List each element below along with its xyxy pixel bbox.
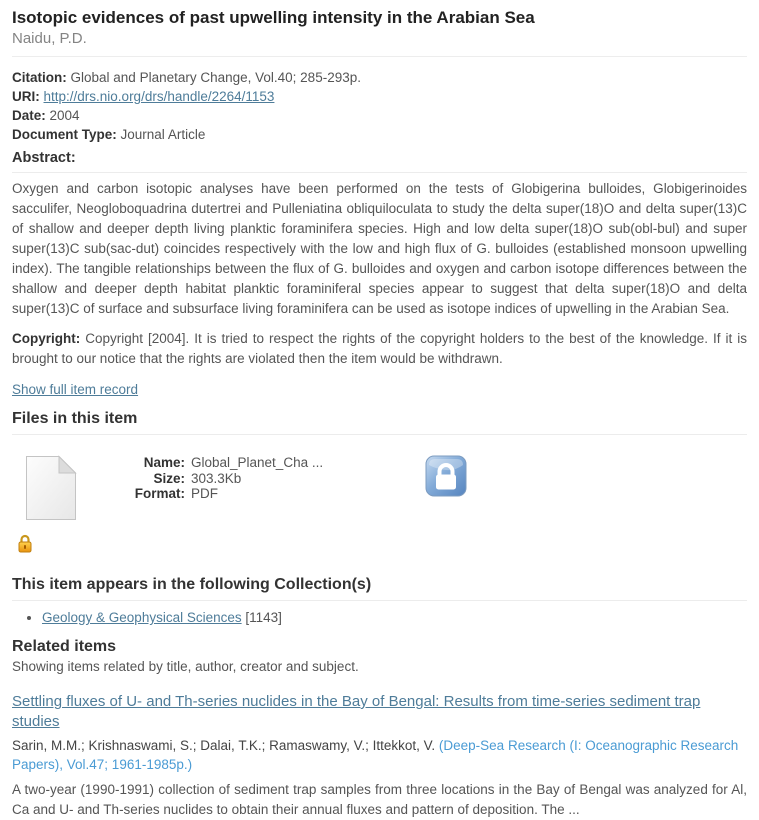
item-author: Naidu, P.D. (12, 30, 747, 57)
file-size-value: 303.3Kb (191, 470, 242, 486)
show-full-record-row (12, 381, 747, 399)
doctype-value: Journal Article (120, 127, 206, 142)
doctype-row (12, 126, 747, 144)
uri-label: URI: (12, 89, 40, 104)
file-format-label: Format: (134, 486, 185, 501)
citation-label: Citation: (12, 70, 67, 85)
citation-value: Global and Planetary Change, Vol.40; 285-293p. (70, 70, 361, 85)
related-item-title-link[interactable]: Settling fluxes of U- and Th-series nuclides in the Bay of Bengal: Results from time-series sediment trap studies (12, 693, 701, 730)
related-item-journal: (Deep-Sea Research (I: Oceanographic Research Papers), Vol.47; 1961-1985p.) (12, 738, 739, 772)
gold-lock-icon (17, 533, 33, 558)
abstract-heading: Abstract: (12, 149, 747, 173)
collection-count: [1143] (245, 610, 282, 625)
related-item (12, 692, 747, 820)
uri-link[interactable]: http://drs.nio.org/drs/handle/2264/1153 (43, 89, 275, 104)
blue-lock-icon[interactable] (425, 455, 467, 502)
doctype-label: Document Type: (12, 127, 117, 142)
related-item-authors: Sarin, M.M.; Krishnaswami, S.; Dalai, T.K.; Ramaswamy, V.; Ittekkot, V. (12, 738, 439, 753)
related-item-preview: A two-year (1990-1991) collection of sediment trap samples from three locations in the Bay of Bengal was analyzed for Al, Ca and U- and Th-series nuclides to obtain their annual fluxes and pattern of deposition. The ... (12, 782, 747, 817)
page-title: Isotopic evidences of past upwelling intensity in the Arabian Sea (12, 8, 535, 27)
file-name-row (115, 455, 410, 471)
file-row (12, 455, 747, 555)
related-item-authors-row (12, 736, 747, 774)
blank-document-icon[interactable] (25, 508, 77, 525)
copyright-row (12, 329, 747, 369)
files-section-heading: Files in this item (12, 409, 747, 435)
collection-list-item (42, 609, 747, 627)
collection-link[interactable]: Geology & Geophysical Sciences (42, 610, 242, 625)
collections-list (30, 609, 747, 627)
date-label: Date: (12, 108, 46, 123)
file-name-label: Name: (143, 455, 185, 470)
uri-row (12, 88, 747, 106)
file-format-value: PDF (191, 486, 218, 501)
related-items-heading: Related items (12, 638, 117, 655)
show-full-record-link[interactable]: Show full item record (12, 382, 139, 397)
file-size-row (115, 471, 410, 487)
file-format-row (115, 486, 410, 502)
date-value: 2004 (49, 108, 80, 123)
related-items-subtitle: Showing items related by title, author, creator and subject. (12, 659, 359, 674)
file-metadata (115, 455, 410, 502)
abstract-text: Oxygen and carbon isotopic analyses have been performed on the tests of Globigerina bulloides, Globigerinoides sacculifer, Neogloboquadrina dutertrei and Pulleniatina obliquiloculata to study the delta super(18)O and delta super(13)C of shallow and deeper depth living planktic foraminifera species. High and low delta super(18)O sub(obl-bul) and super super(13)C sub(sac-dut) coincides respectively with the low and high flux of G. bulloides (established monsoon upwelling index). The tangible relationships between the flux of G. bulloides and oxygen and carbon isotope differences between the shallow and deeper depth habitat planktic foraminiferal species appear to suggest that delta super(18)O and delta super(13)C of surface and subsurface living foraminifera can be used as isotope indices of upwelling in the Arabian Sea. (12, 181, 747, 316)
file-name-value: Global_Planet_Cha ... (191, 455, 324, 470)
file-thumbnail-wrap (12, 455, 115, 526)
citation-row (12, 69, 747, 87)
file-size-label: Size: (153, 470, 185, 486)
date-row (12, 107, 747, 125)
collections-section-heading: This item appears in the following Collection(s) (12, 575, 747, 601)
copyright-text: Copyright [2004]. It is tried to respect the rights of the copyright holders to the best of the knowledge. If it is brought to our notice that the rights are violated then the item would be withdrawn. (12, 331, 747, 366)
copyright-label: Copyright: (12, 331, 81, 346)
